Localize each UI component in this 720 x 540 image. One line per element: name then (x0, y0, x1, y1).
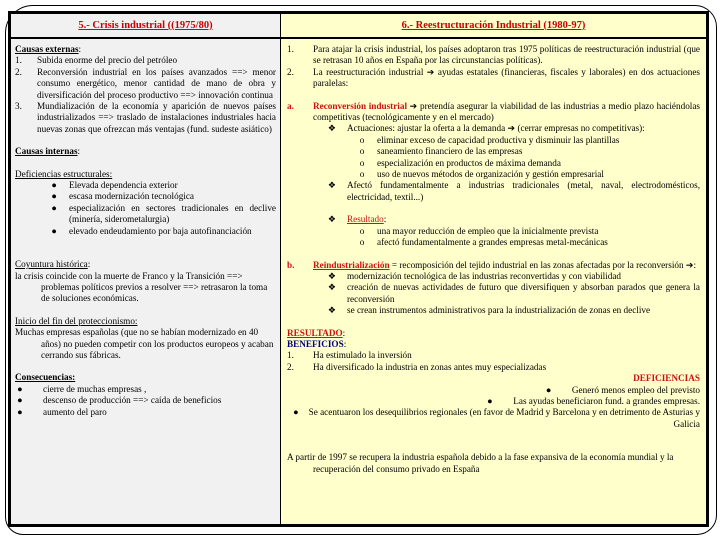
reindustrializacion-title: Reindustrialización (313, 259, 390, 270)
list-item: 2. Ha diversificado la industria en zonas antes muy especializadas (287, 361, 547, 372)
reestructuracion-title: 6.- Reestructuración Industrial (1980-97) (281, 14, 706, 39)
deficiencias-heading: Deficiencias estructurales: (15, 168, 113, 179)
bullet-icon: ● (51, 225, 57, 236)
conclusion-text: A partir de 1997 se recupera la industria española debido a la fase expansiva de la economía mundial y la recuperación del consumo privado en España (287, 452, 674, 474)
list-item: ● especialización en sectores tradicionales en declive (minería, siderometalurgia) (15, 203, 276, 226)
list-item: o eliminar exceso de capacidad productiva y disminuir las plantillas (287, 135, 700, 146)
list-item: ● elevado endeudamiento por baja autofinanciación (15, 226, 276, 237)
coyuntura-text: la crisis coincide con la muerte de Franco y la Transición ==> problemas políticos previos a resolver ==> retrasaron la toma de soluciones económicas. (15, 270, 268, 304)
list-item: o una mayor reducción de empleo que la inicialmente prevista (287, 226, 700, 237)
causas-internas-heading: Causas internas (15, 146, 78, 157)
resultado-label: Resultado (347, 214, 384, 225)
list-item: ● Las ayudas beneficiaron fund. a grandes empresas. (487, 395, 700, 406)
bullet-icon: ● (17, 383, 23, 394)
circle-bullet-icon: o (359, 134, 365, 145)
list-item: 2. Reconversión industrial en los países avanzados ==> menor consumo energético, menor cantidad de mano de obra y diversificación del proceso productivo ==> innovación continua (15, 66, 276, 100)
circle-bullet-icon: o (359, 169, 365, 180)
reconversion-title: Reconversión industrial (313, 100, 408, 111)
resultado-heading: RESULTADO (287, 327, 343, 338)
diamond-bullet-icon: ❖ (327, 282, 337, 293)
list-item: o saneamiento financiero de las empresas (287, 146, 700, 157)
beneficios-heading: BENEFICIOS (287, 338, 344, 349)
list-item: ● Se acentuaron los desequilibrios regionales (en favor de Madrid y Barcelona y en detrimento de Asturias y Galicia (293, 407, 700, 429)
diamond-bullet-icon: ❖ (327, 305, 337, 316)
list-item: ● escasa modernización tecnológica (15, 191, 276, 202)
crisis-title: 5.- Crisis industrial ((1975/80) (11, 14, 280, 39)
crisis-body: Causas externas: 1. Subida enorme del precio del petróleo 2. Reconversión industrial en los países avanzados ==> menor consumo energético, menor cantidad de mano de obra y diversificación del proceso productivo ==> innovación continua 3. Mundialización de la economía y aparición de nuevos países industrializados ==> traslado de instalaciones industriales hacia nuevas zonas que ofrezcan más ventajas (fund. sudeste asiático) Causas internas: Deficiencias estructurales: ● Elevada dependencia exterior ● escasa modernización tecnológica ● especialización en sectores tradicionales en declive (minería, siderometalurgia) ● elevado endeudamiento por baja autofinanciación Coyuntura histórica: la crisis coincide con la muerte de Franco y la Transición ==> problemas políticos previos a resolver ==> retrasaron la toma de soluciones económicas. Inicio del fin del proteccionismo: Muchas empresas españolas (que no se habían modernizado en 40 años) no pueden competir con los productos europeos y acaban cerrando sus fábricas. Consecuencias: ● cierre de muchas empresas , ● descenso de producción ==> caída de beneficios ● aumento del paro (15, 44, 276, 417)
list-item: ❖ Resultado: (287, 214, 700, 225)
list-item: 1. Subida enorme del precio del petróleo (15, 55, 178, 66)
reindustrializacion-section: b. Reindustrialización = recomposición del tejido industrial en las zonas afectadas por la reconversión ➔: (287, 259, 697, 270)
list-item: 1. Para atajar la crisis industrial, los países adoptaron tras 1975 políticas de reestructuración industrial (que se retrasan 10 años en España por las circunstancias políticas). (287, 44, 700, 66)
diamond-bullet-icon: ❖ (327, 214, 337, 225)
list-item: ❖ Actuaciones: ajustar la oferta a la demanda ➔ (cerrar empresas no competitivas): (287, 123, 700, 134)
list-item: ❖ creación de nuevas actividades de futuro que diversifiquen y absorban parados que genera la reconversión (287, 282, 700, 305)
list-item: ● aumento del paro (17, 406, 107, 417)
list-item: 1. Ha estimulado la inversión (287, 350, 412, 361)
bullet-icon: ● (51, 180, 57, 191)
reestructuracion-body: 1. Para atajar la crisis industrial, los países adoptaron tras 1975 políticas de reestructuración industrial (que se retrasan 10 años en España por las circunstancias políticas). 2. La reestructuración industrial ➔ ayudas estatales (financieras, fiscales y laborales) en dos actuaciones paralelas: a. Reconversión industrial ➔ pretendía asegurar la viabilidad de las industrias a medio plazo haciéndolas competitivas (tecnológicamente y en el mercado) ❖ Actuaciones: ajustar la oferta a la demanda ➔ (cerrar empresas no competitivas): o eliminar exceso de capacidad productiva y disminuir las plantillas o saneamiento financiero de las empresas o especialización en productos de máxima demanda o uso de nuevos métodos de organización y gestión empresarial ❖ Afectó fundamentalmente a industrias tradicionales (metal, naval, electrodomésticos, electricidad, textil...) ❖ Resultado: o una mayor reducción de empleo que la inicialmente prevista o afectó fundamentalmente a grandes empresas metal-mecánicas b. Reindustrialización = recomposición del tejido industrial en las zonas afectadas por la reconversión ➔: ❖ modernización tecnológica de las industrias reconvertidas y con viabilidad ❖ creación de nuevas actividades de futuro que diversifiquen y absorban parados que genera la reconversión ❖ se crean instrumentos administrativos para la industrialización de zonas en declive RESULTADO: BENEFICIOS: 1. Ha estimulado la inversión 2. Ha diversificado la industria en zonas antes muy especializadas DEFICIENCIAS ● Generó menos empleo del previsto ● Las ayudas beneficiaron fund. a grandes empresas. ● Se acentuaron los desequilibrios regionales (en favor de Madrid y Barcelona y en detrimento de Asturias y Galicia A partir de 1997 se recupera la industria española debido a la fase expansiva de la economía mundial y la recuperación del consumo privado en España (287, 44, 700, 474)
proteccionismo-text: Muchas empresas españolas (que no se habían modernizado en 40 años) no pueden competir con los productos europeos y acaban cerrando sus fábricas. (15, 327, 274, 360)
list-item: 2. La reestructuración industrial ➔ ayudas estatales (financieras, fiscales y laborales) en dos actuaciones paralelas: (287, 66, 700, 89)
deficiencias-heading: DEFICIENCIAS (633, 373, 700, 384)
causas-externas-heading: Causas externas (15, 44, 79, 54)
bullet-icon: ● (293, 407, 299, 418)
diamond-bullet-icon: ❖ (327, 270, 337, 281)
content-table (8, 11, 709, 527)
list-item: ● Elevada dependencia exterior (15, 180, 276, 191)
bullet-icon: ● (51, 191, 57, 202)
list-item: ❖ modernización tecnológica de las industrias reconvertidas y con viabilidad (287, 271, 700, 282)
bullet-icon: ● (545, 384, 552, 395)
bullet-icon: ● (487, 395, 493, 406)
list-item: 3. Mundialización de la economía y aparición de nuevos países industrializados ==> traslado de instalaciones industriales hacia nuevas zonas que ofrezcan más ventajas (fund. sudeste asiático) (15, 101, 276, 134)
consecuencias-heading: Consecuencias: (15, 372, 76, 383)
reconversion-section: a. Reconversión industrial ➔ pretendía asegurar la viabilidad de las industrias a medio plazo haciéndolas competitivas (tecnológicamente y en el mercado) (287, 100, 700, 123)
diamond-bullet-icon: ❖ (327, 123, 337, 134)
bullet-icon: ● (17, 395, 23, 406)
bullet-icon: ● (51, 202, 57, 213)
list-item: ● Generó menos empleo del previsto (545, 384, 700, 395)
list-item: o especialización en productos de máxima demanda (287, 158, 700, 169)
list-item: o uso de nuevos métodos de organización y gestión empresarial (287, 169, 700, 180)
list-item: ● descenso de producción ==> caída de beneficios (17, 395, 222, 406)
circle-bullet-icon: o (359, 157, 365, 168)
circle-bullet-icon: o (359, 237, 365, 248)
diamond-bullet-icon: ❖ (327, 180, 337, 191)
list-item: ● cierre de muchas empresas , (17, 383, 147, 394)
coyuntura-heading: Coyuntura histórica (15, 259, 88, 270)
circle-bullet-icon: o (359, 146, 365, 157)
bullet-icon: ● (17, 406, 23, 417)
reestructuracion-column (281, 14, 706, 524)
circle-bullet-icon: o (359, 225, 365, 236)
list-item: o afectó fundamentalmente a grandes empresas metal-mecánicas (287, 237, 700, 248)
crisis-column (11, 14, 281, 524)
list-item: ❖ se crean instrumentos administrativos para la industrialización de zonas en declive (287, 305, 700, 316)
list-item: ❖ Afectó fundamentalmente a industrias tradicionales (metal, naval, electrodomésticos, electricidad, textil...) (287, 180, 700, 203)
proteccionismo-heading: Inicio del fin del proteccionismo: (15, 315, 138, 326)
